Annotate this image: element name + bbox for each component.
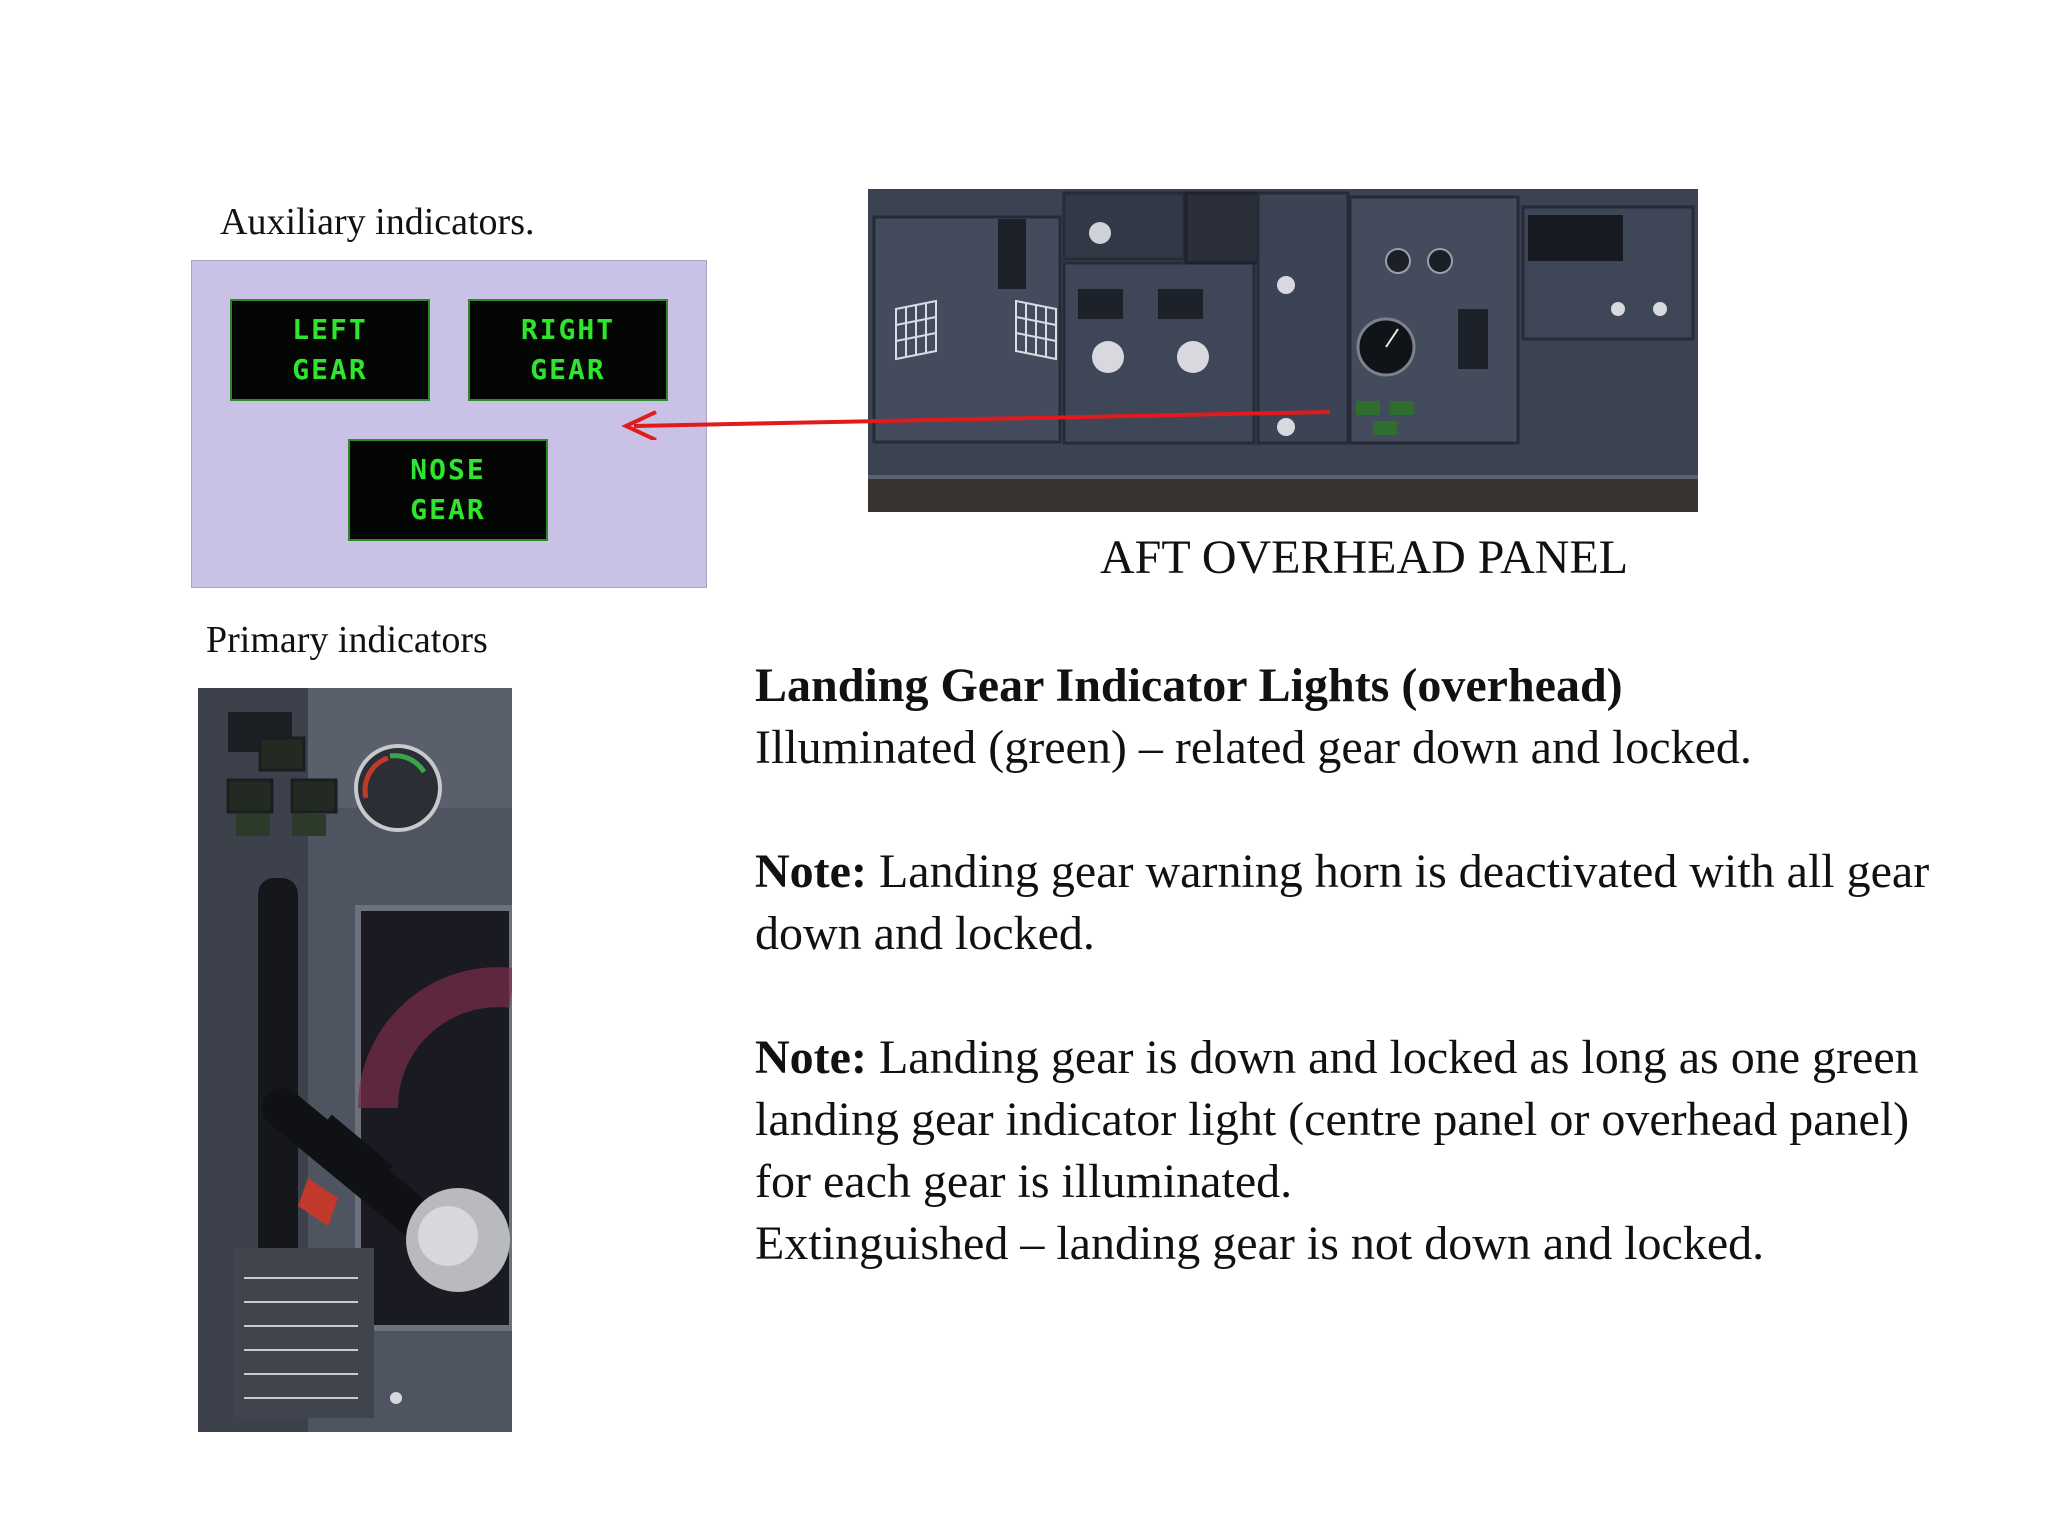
aux-indicators-caption: Auxiliary indicators.: [220, 201, 535, 243]
extinguished-description: Extinguished – landing gear is not down and locked.: [755, 1217, 1765, 1270]
primary-indicators-caption: Primary indicators: [206, 619, 488, 661]
note-label: Note:: [755, 845, 867, 898]
illuminated-description: Illuminated (green) – related gear down and locked.: [755, 721, 1752, 774]
right-gear-light: [468, 299, 668, 401]
note-label: Note:: [755, 1031, 867, 1084]
left-gear-light: [230, 299, 430, 401]
nose-gear-line2: GEAR: [410, 493, 486, 526]
nose-gear-light: [348, 439, 548, 541]
aft-overhead-panel-illustration: [868, 189, 1698, 512]
note-horn-text: Landing gear warning horn is deactivated with all gear down and locked.: [755, 845, 1930, 960]
nose-gear-line1: NOSE: [410, 453, 486, 486]
note-down-locked-text: Landing gear is down and locked as long as one green landing gear indicator light (centre panel or overhead panel) for each gear is illuminated.: [755, 1031, 1919, 1208]
note-down-locked: [755, 1027, 1935, 1213]
left-gear-line1: LEFT: [292, 313, 368, 346]
landing-gear-lever-illustration: [198, 688, 512, 1432]
right-gear-line1: RIGHT: [520, 313, 616, 346]
aft-overhead-panel-photo: [868, 189, 1698, 512]
primary-indicators-photo: [198, 688, 512, 1432]
arrow-shaft: [634, 412, 1330, 426]
right-gear-line2: GEAR: [530, 353, 606, 386]
note-horn: [755, 841, 1935, 965]
section-heading: Landing Gear Indicator Lights (overhead): [755, 659, 1623, 712]
left-gear-line2: GEAR: [292, 353, 368, 386]
landing-gear-description: [755, 655, 1935, 1275]
aft-overhead-panel-caption: AFT OVERHEAD PANEL: [1100, 531, 1629, 584]
pointer-arrow: [600, 390, 1360, 440]
